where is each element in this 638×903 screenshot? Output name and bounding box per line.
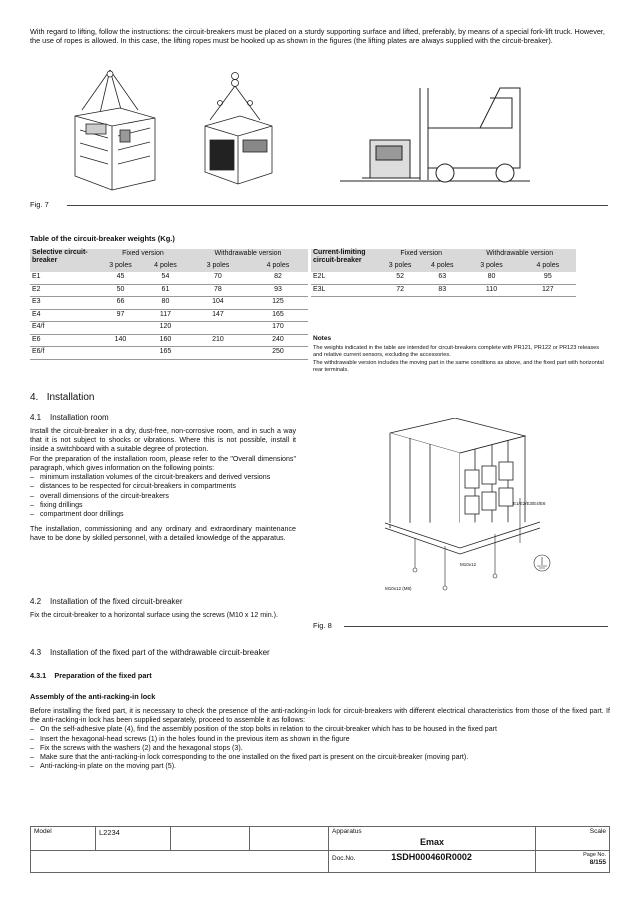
bullet-dash: – <box>30 743 34 752</box>
cell: 250 <box>248 347 308 360</box>
list-item <box>30 473 296 482</box>
fig8-screws-label: M10x12 (M8) <box>385 586 412 591</box>
table-row <box>30 272 308 284</box>
cell: 61 <box>143 284 188 297</box>
col-3-poles: 3 poles <box>188 261 248 273</box>
list-item <box>30 482 296 491</box>
cell: 127 <box>520 284 576 297</box>
cell: 45 <box>98 272 143 284</box>
section-41-heading <box>30 413 109 423</box>
intro-paragraph: With regard to lifting, follow the instructions: the circuit-breakers must be placed on a sturdy supporting surface and lifted, preferably, by means of a special fork-lift truck. However, the use of ropes is allowed. In this case, the lifting ropes must be hooked up as shown in the figures (the lifting plates are always supplied with the circuit-breaker). <box>30 27 605 46</box>
bullet-dash: – <box>30 509 34 518</box>
cell: 210 <box>188 334 248 347</box>
docno-value: 1SDH000460R0002 <box>391 851 472 862</box>
cell <box>98 347 143 360</box>
cell: 78 <box>188 284 248 297</box>
col-header-selective: Selective circuit-breaker <box>30 249 98 272</box>
cell: E3 <box>30 297 98 310</box>
selective-weights-table <box>30 249 308 360</box>
table-row <box>30 284 308 297</box>
cell: E4/f <box>30 322 98 335</box>
notes-line-1: The weights indicated in the table are intended for circuit-breakers complete with PR121, PR122 or PR123 releases and relative current sensors, excluding the accessories. <box>313 344 600 359</box>
section-number: 4. <box>30 392 39 403</box>
table-row <box>30 322 308 335</box>
bullet-dash: – <box>30 762 34 771</box>
table-row <box>30 347 308 360</box>
fig7-label: Fig. 7 <box>30 200 49 209</box>
list-item-text: Anti-racking-in plate on the moving part (5). <box>40 762 177 771</box>
list-item-text: Insert the hexagonal-head screws (1) in the holes found in the previous item as shown in the figure <box>40 734 350 743</box>
cell: E4 <box>30 309 98 322</box>
section-title: Installation of the fixed part of the withdrawable circuit-breaker <box>50 648 270 657</box>
table-row <box>311 272 576 284</box>
list-item <box>30 725 610 734</box>
bullet-dash: – <box>30 725 34 734</box>
paragraph: Before installing the fixed part, it is necessary to check the presence of the anti-racking-in lock for circuit-breakers with different electrical characteristics from those of the fixed part. If the anti-racking-in lock has been supplied separately, proceed to assemble it as follows: <box>30 707 610 725</box>
fig7-rule <box>67 205 608 206</box>
list-item-text: Fix the screws with the washers (2) and the hexagonal stops (3). <box>40 743 243 752</box>
list-item-text: compartment door drillings <box>40 509 124 518</box>
cell: 140 <box>98 334 143 347</box>
cell: E2L <box>311 272 379 284</box>
cell: 82 <box>248 272 308 284</box>
col-4-poles: 4 poles <box>143 261 188 273</box>
section-number: 4.3 <box>30 648 42 657</box>
cell: 70 <box>188 272 248 284</box>
fig8-dimension-label: E1/E2/E3/E4/E6 <box>513 501 546 506</box>
table-row <box>30 297 308 310</box>
breaker-lifted-chain-illustration <box>205 73 272 185</box>
paragraph: The installation, commissioning and any ordinary and extraordinary maintenance have to be done by skilled personnel, with a detailed knowledge of the apparatus. <box>30 525 296 543</box>
section-43-heading <box>30 648 270 658</box>
col-4-poles: 4 poles <box>421 261 463 273</box>
fig8-rule <box>344 626 608 627</box>
cell: 104 <box>188 297 248 310</box>
cell <box>188 347 248 360</box>
cell: E3L <box>311 284 379 297</box>
blank-cell <box>171 827 250 851</box>
bullet-dash: – <box>30 500 34 509</box>
section-title: Installation of the fixed circuit-breaker <box>50 597 183 606</box>
cell: 120 <box>143 322 188 335</box>
cell <box>188 322 248 335</box>
cell: 66 <box>98 297 143 310</box>
bullet-dash: – <box>30 491 34 500</box>
cell: 63 <box>421 272 463 284</box>
cell <box>98 322 143 335</box>
lock-heading: Assembly of the anti-racking-in lock <box>30 692 156 701</box>
cell: 54 <box>143 272 188 284</box>
cell: 95 <box>520 272 576 284</box>
cell: 83 <box>421 284 463 297</box>
cell: 125 <box>248 297 308 310</box>
cell: 52 <box>379 272 421 284</box>
list-item <box>30 735 610 744</box>
section-title: Installation <box>46 392 95 403</box>
section-4-heading <box>30 392 95 405</box>
notes-block <box>313 335 609 375</box>
apparatus-value: Emax <box>419 837 445 848</box>
fixed-breaker-installation-drawing <box>380 418 590 608</box>
bullet-dash: – <box>30 473 34 482</box>
notes-line-2: The withdrawable version includes the moving part in the same conditions as above, and the fixed part with horizontal rear terminals. <box>313 359 604 374</box>
section-title: Installation room <box>50 413 109 422</box>
list-item <box>30 753 610 762</box>
cell: 93 <box>248 284 308 297</box>
cell: 147 <box>188 309 248 322</box>
apparatus-cell <box>329 827 536 851</box>
col-4-poles: 4 poles <box>248 261 308 273</box>
blank-cell <box>31 850 329 872</box>
cell: 97 <box>98 309 143 322</box>
col-header-limiting: Current-limiting circuit-breaker <box>311 249 379 272</box>
apparatus-label: Apparatus <box>332 828 362 835</box>
cell: 170 <box>248 322 308 335</box>
lock-body <box>30 707 610 772</box>
list-item-text: Make sure that the anti-racking-in lock corresponding to the one installed on the fixed part is present on the circuit-breaker (moving part). <box>40 753 469 762</box>
cell: 240 <box>248 334 308 347</box>
paragraph: Install the circuit-breaker in a dry, dust-free, non-corrosive room, and in such a way that it is not subject to shocks or vibrations. Where this is not possible, install it inside a switchboard with a suitable degree of protection. <box>30 427 296 454</box>
cell: 80 <box>463 272 519 284</box>
list-item-text: minimum installation volumes of the circuit-breakers and derived versions <box>40 473 271 482</box>
bullet-dash: – <box>30 734 34 743</box>
page-value: 8/155 <box>589 858 606 866</box>
cell: E6 <box>30 334 98 347</box>
col-4-poles: 4 poles <box>520 261 576 273</box>
section-title: Preparation of the fixed part <box>54 671 152 680</box>
list-item <box>30 762 610 771</box>
cell: 117 <box>143 309 188 322</box>
list-item-text: fixing drillings <box>40 500 83 509</box>
docno-label: Doc.No. <box>332 854 356 862</box>
col-3-poles: 3 poles <box>98 261 143 273</box>
model-label: Model <box>31 827 96 851</box>
list-item-text: distances to be respected for circuit-breakers in compartments <box>40 482 236 491</box>
col-header-fixed: Fixed version <box>379 249 463 261</box>
cell: 80 <box>143 297 188 310</box>
section-number: 4.3.1 <box>30 671 47 680</box>
list-item <box>30 501 296 510</box>
title-block <box>30 826 610 873</box>
section-431-heading <box>30 671 152 680</box>
breaker-lifted-ropes-illustration <box>75 70 155 190</box>
list-item-text: On the self-adhesive plate (4), find the assembly position of the stop bolts in relation to the circuit-breaker which has to be housed in the fixed part <box>40 725 498 734</box>
model-value: L2234 <box>96 827 171 851</box>
col-3-poles: 3 poles <box>463 261 519 273</box>
list-item <box>30 744 610 753</box>
table-row <box>30 309 308 322</box>
bullet-dash: – <box>30 753 34 762</box>
section-42-heading <box>30 597 183 607</box>
cell: 110 <box>463 284 519 297</box>
bullet-dash: – <box>30 482 34 491</box>
section-number: 4.1 <box>30 413 42 422</box>
cell: 165 <box>143 347 188 360</box>
col-header-withdrawable: Withdrawable version <box>463 249 576 261</box>
cell: 50 <box>98 284 143 297</box>
list-item-text: overall dimensions of the circuit-breakers <box>40 491 169 500</box>
table-row <box>30 334 308 347</box>
notes-title: Notes <box>313 335 332 342</box>
cell: 165 <box>248 309 308 322</box>
cell: 72 <box>379 284 421 297</box>
fig8-screw-label: M10x12 <box>460 562 477 567</box>
limiting-weights-table <box>311 249 576 297</box>
list-item <box>30 510 296 519</box>
section-41-body <box>30 427 296 544</box>
paragraph: For the preparation of the installation room, please refer to the "Overall dimensions" paragraph, which gives information on the following points: <box>30 454 296 472</box>
page-cell <box>536 850 610 872</box>
table-caption: Table of the circuit-breaker weights (Kg.) <box>30 234 175 243</box>
section-number: 4.2 <box>30 597 42 606</box>
forklift-illustration <box>340 88 530 182</box>
col-3-poles: 3 poles <box>379 261 421 273</box>
cell: E1 <box>30 272 98 284</box>
cell: 160 <box>143 334 188 347</box>
fig8-label: Fig. 8 <box>313 621 332 630</box>
blank-cell <box>250 827 329 851</box>
section-42-body: Fix the circuit-breaker to a horizontal surface using the screws (M10 x 12 min.). <box>30 611 278 619</box>
cell: E2 <box>30 284 98 297</box>
scale-label: Scale <box>536 827 610 851</box>
col-header-withdrawable: Withdrawable version <box>188 249 308 261</box>
cell: E6/f <box>30 347 98 360</box>
docno-cell <box>329 850 536 872</box>
page-label: Page No. <box>583 851 606 858</box>
list-item <box>30 492 296 501</box>
table-row <box>311 284 576 297</box>
col-header-fixed: Fixed version <box>98 249 188 261</box>
lifting-illustrations <box>60 68 530 196</box>
